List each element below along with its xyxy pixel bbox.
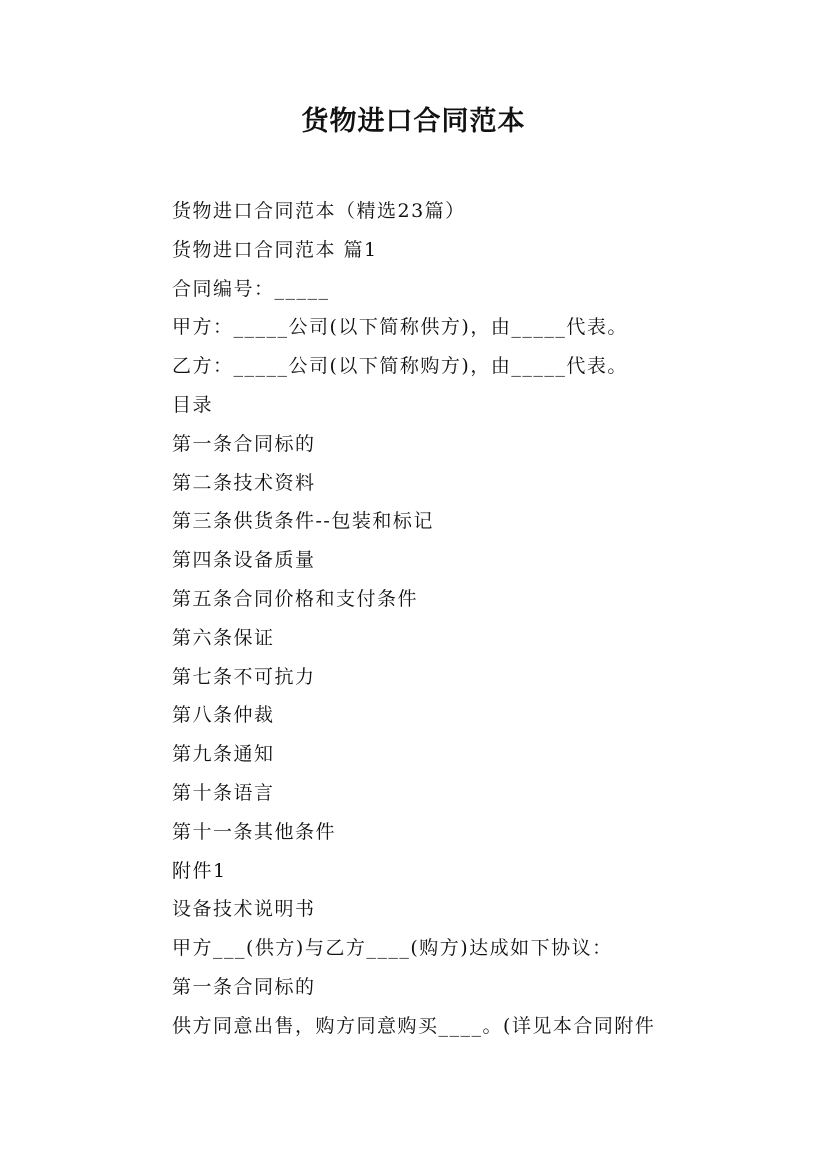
toc-item: 第六条保证 xyxy=(172,626,275,649)
toc-item: 第十条语言 xyxy=(172,781,275,804)
toc-item: 附件1 xyxy=(172,859,227,882)
paragraph-line: 供方同意出售，购方同意购买____。(详见本合同附件 xyxy=(172,1014,656,1037)
article-heading: 第一条合同标的 xyxy=(172,975,316,998)
party-b-line: 乙方：_____公司(以下简称购方)，由_____代表。 xyxy=(172,355,628,378)
toc-item: 第九条通知 xyxy=(172,743,275,766)
toc-item: 第七条不可抗力 xyxy=(172,665,316,688)
toc-item: 第三条供货条件--包装和标记 xyxy=(172,510,434,533)
intro-line: 货物进口合同范本（精选23篇） xyxy=(172,200,466,222)
toc-item: 第十一条其他条件 xyxy=(172,820,337,843)
contract-number-line: 合同编号：_____ xyxy=(172,277,330,300)
toc-heading: 目录 xyxy=(172,393,214,416)
document-body xyxy=(172,192,772,1046)
toc-item: 第八条仲裁 xyxy=(172,704,275,727)
party-a-line: 甲方：_____公司(以下简称供方)，由_____代表。 xyxy=(172,316,628,339)
section-heading: 货物进口合同范本 篇1 xyxy=(172,238,378,261)
toc-item: 第一条合同标的 xyxy=(172,432,316,455)
toc-item: 第五条合同价格和支付条件 xyxy=(172,587,419,610)
toc-item: 第二条技术资料 xyxy=(172,471,316,494)
document-title: 货物进口合同范本 xyxy=(301,106,526,137)
toc-item: 设备技术说明书 xyxy=(172,898,316,921)
toc-item: 第四条设备质量 xyxy=(172,549,316,572)
agreement-line: 甲方___(供方)与乙方____(购方)达成如下协议： xyxy=(172,937,613,960)
